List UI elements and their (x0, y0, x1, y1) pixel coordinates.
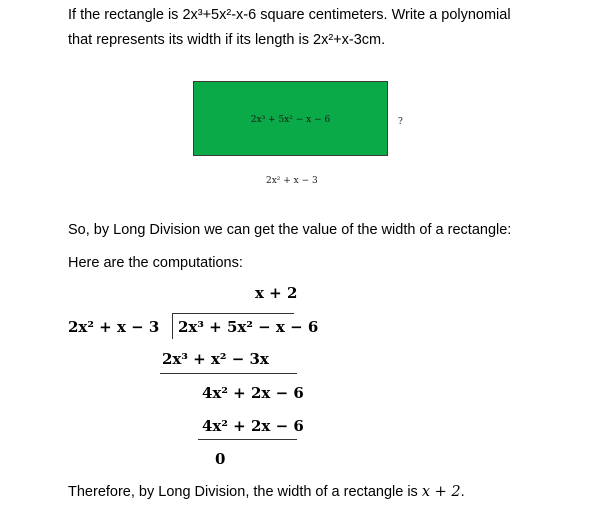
explanation-line-2: Here are the computations: (68, 255, 243, 271)
final-remainder: 0 (215, 450, 226, 468)
conclusion (68, 482, 465, 502)
conclusion-text: Therefore, by Long Division, the width of a rectangle is (68, 484, 422, 500)
problem-line-2: that represents its width if its length is 2x²+x-3cm. (68, 32, 386, 48)
step-1-remainder: 4x² + 2x − 6 (202, 384, 304, 402)
step-1-line (160, 373, 297, 374)
conclusion-period: . (460, 484, 465, 500)
step-1-subtrahend: 2x³ + x² − 3x (162, 350, 269, 368)
step-2-line (198, 439, 297, 440)
explanation-line-1: So, by Long Division we can get the value of the width of a rectangle: (68, 222, 512, 238)
problem-line-1: If the rectangle is 2x³+5x²-x-6 square centimeters. Write a polynomial (68, 7, 511, 23)
division-bracket (172, 313, 173, 339)
length-label: 2x² + x − 3 (266, 176, 318, 186)
quotient: x + 2 (255, 284, 298, 302)
area-label: 2x³ + 5x² − x − 6 (250, 115, 331, 125)
division-bar (172, 313, 294, 314)
rectangle-figure (193, 81, 388, 156)
dividend: 2x³ + 5x² − x − 6 (178, 318, 319, 336)
width-unknown-label: ? (398, 117, 403, 127)
conclusion-answer: x + 2 (421, 484, 461, 500)
step-2-subtrahend: 4x² + 2x − 6 (202, 417, 304, 435)
divisor: 2x² + x − 3 (68, 318, 160, 336)
